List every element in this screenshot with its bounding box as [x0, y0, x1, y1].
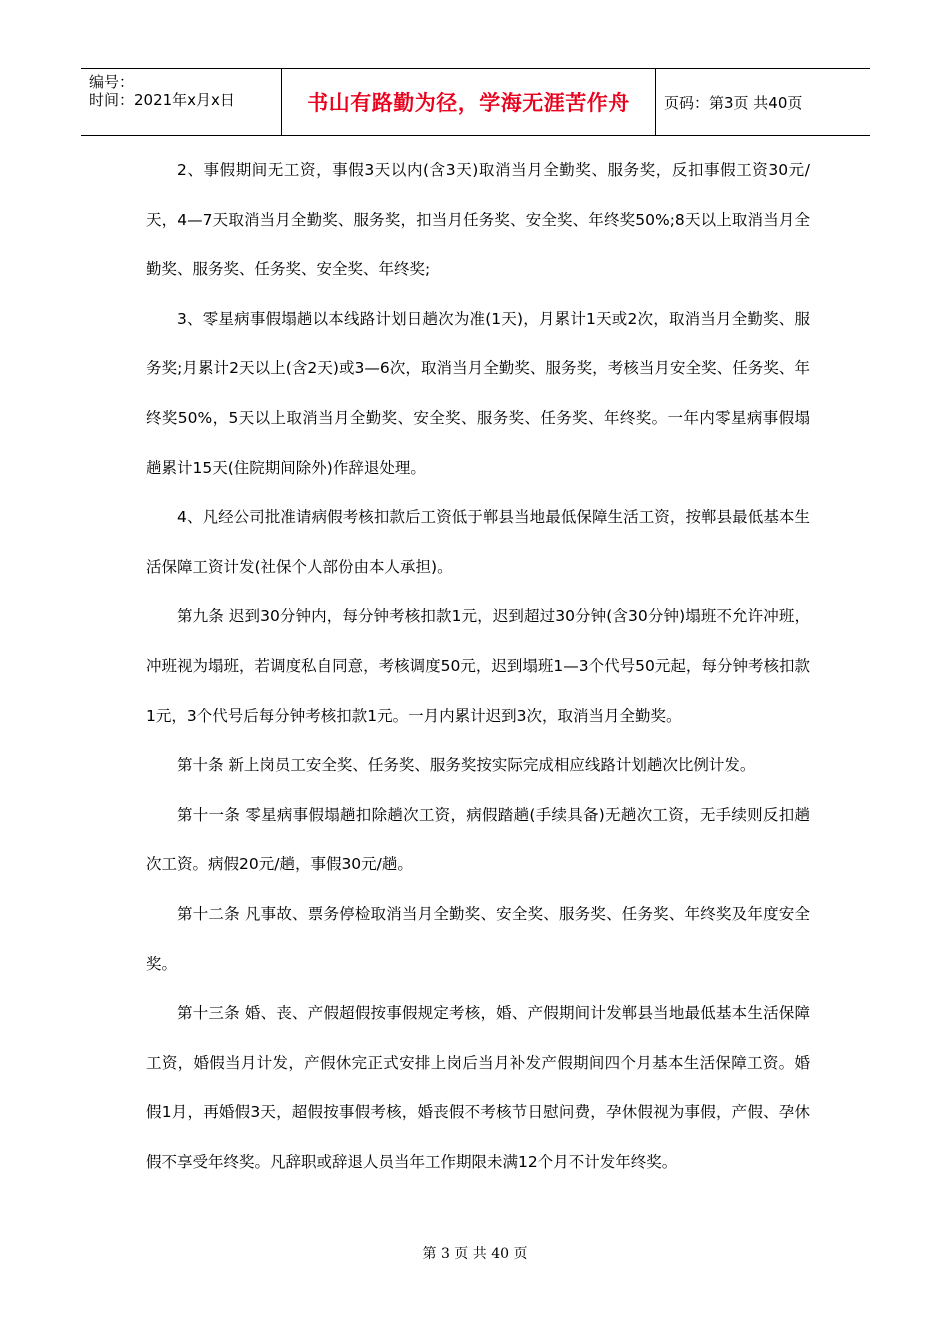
- paragraph: 第十三条 婚、丧、产假超假按事假规定考核，婚、产假期间计发郸县当地最低基本生活保障工资，婚假当月计发，产假休完正式安排上岗后当月补发产假期间四个月基本生活保障工资。婚假1月，再婚假3天，超假按事假考核，婚丧假不考核节日慰问费，孕休假视为事假，产假、孕休假不享受年终奖。凡辞职或辞退人员当年工作期限未满12个月不计发年终奖。: [146, 1004, 810, 1171]
- header-left: [81, 69, 282, 135]
- paragraph: 3、零星病事假塌趟以本线路计划日趟次为准(1天)，月累计1天或2次，取消当月全勤奖、服务奖;月累计2天以上(含2天)或3—6次，取消当月全勤奖、服务奖，考核当月安全奖、任务奖、年终奖50%，5天以上取消当月全勤奖、安全奖、服务奖、任务奖、年终奖。一年内零星病事假塌趟累计15天(住院期间除外)作辞退处理。: [146, 309, 810, 477]
- page-footer: 第 3 页 共 40 页: [422, 1246, 528, 1262]
- doc-date: 时间：2021年x月x日: [89, 91, 235, 109]
- paragraph: 第九条 迟到30分钟内，每分钟考核扣款1元，迟到超过30分钟(含30分钟)塌班不允许冲班，冲班视为塌班，若调度私自同意，考核调度50元，迟到塌班1—3个代号50元起，每分钟考核扣款1元，3个代号后每分钟考核扣款1元。一月内累计迟到3次，取消当月全勤奖。: [146, 607, 810, 725]
- header-page-info: 页码：第3页 共40页: [664, 93, 803, 112]
- document-body: [146, 146, 810, 1187]
- paragraph: 4、凡经公司批准请病假考核扣款后工资低于郸县当地最低保障生活工资，按郸县最低基本生活保障工资计发(社保个人部份由本人承担)。: [146, 508, 810, 576]
- paragraph: 第十一条 零星病事假塌趟扣除趟次工资，病假踏趟(手续具备)无趟次工资，无手续则反扣趟次工资。病假20元/趟，事假30元/趟。: [146, 805, 810, 874]
- header-motto: 书山有路勤为径，学海无涯苦作舟: [282, 69, 656, 135]
- paragraph: 第十条 新上岗员工安全奖、任务奖、服务奖按实际完成相应线路计划趟次比例计发。: [177, 756, 756, 775]
- doc-number-label: 编号：: [89, 73, 135, 91]
- page-header: [81, 68, 870, 136]
- paragraph: 第十二条 凡事故、票务停检取消当月全勤奖、安全奖、服务奖、任务奖、年终奖及年度安全奖。: [146, 904, 810, 973]
- paragraph: 2、事假期间无工资，事假3天以内(含3天)取消当月全勤奖、服务奖，反扣事假工资30元/天，4—7天取消当月全勤奖、服务奖，扣当月任务奖、安全奖、年终奖50%;8天以上取消当月全勤奖、服务奖、任务奖、安全奖、年终奖;: [146, 161, 810, 279]
